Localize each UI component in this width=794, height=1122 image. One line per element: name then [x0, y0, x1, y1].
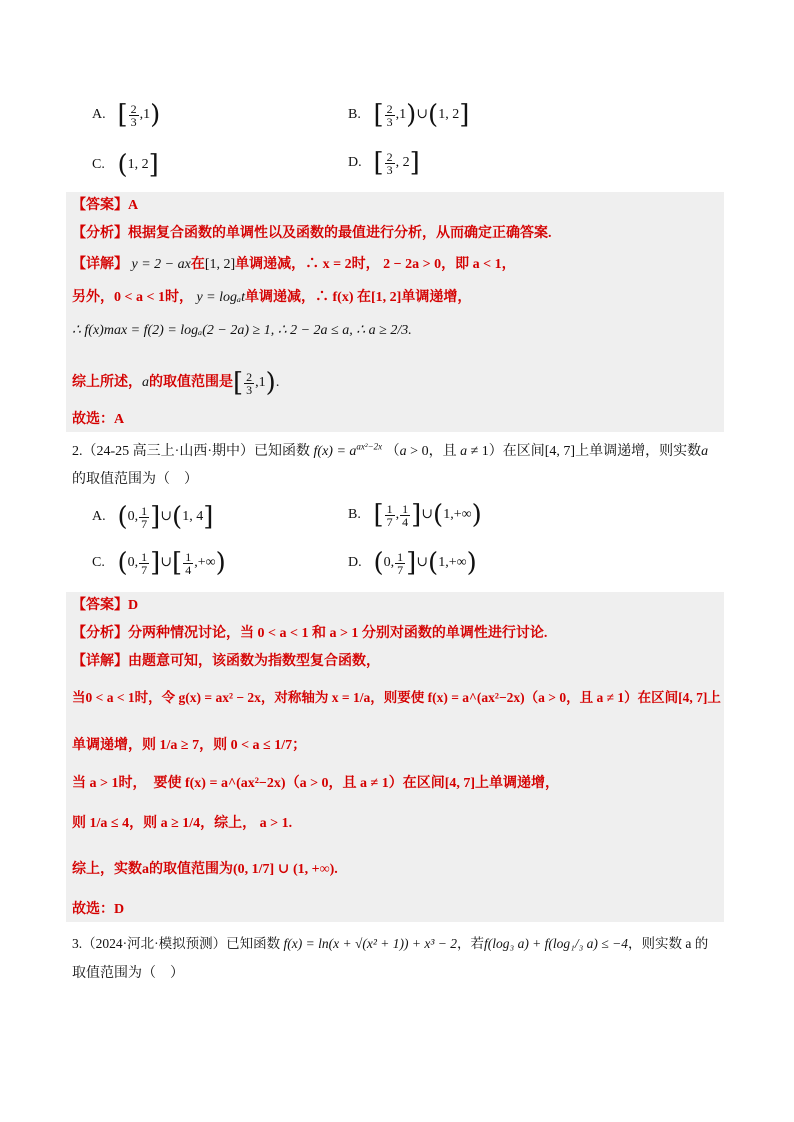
detail-text: 当0 < a < 1时，令 g(x) = ax² − 2x，对称轴为 x = 1/a，则要使 f(x) = a^(ax²−2x)（a > 0，且 a ≠ 1）在区间[4, 7]上: [72, 690, 721, 705]
option-math: [ $\frac{2}{3}$ ,1)∪(1, 2]: [373, 100, 470, 130]
q1-detail-line3: [72, 322, 412, 339]
q1-option-a[interactable]: [92, 100, 160, 130]
math-interval: [1, 2]: [204, 257, 236, 272]
option-label: A.: [92, 107, 106, 123]
option-label: D.: [348, 155, 362, 171]
option-math: [ $\frac{2}{3}$ ,1): [117, 100, 161, 130]
option-label: C.: [92, 555, 105, 571]
q1-analysis: [72, 222, 552, 242]
detail-text: 另外，0 < a < 1时，: [72, 290, 193, 305]
stem-text: 的取值范围为（ ）: [72, 472, 198, 487]
analysis-text: 分两种情况讨论，当 0 < a < 1 和 a > 1 分别对函数的单调性进行讨论.: [128, 626, 548, 641]
math-derivation: ∴ f(x)max = f(2) = logₐ(2 − 2a) ≥ 1, ∴ 2 − 2a ≤ a, ∴ a ≥ 2/3.: [72, 323, 412, 338]
stem-text: 取值范围为（ ）: [72, 966, 184, 981]
option-label: A.: [92, 509, 106, 525]
choose-text: 故选：D: [72, 902, 125, 917]
detail-text: 由题意可知，该函数为指数型复合函数，: [128, 654, 380, 669]
q2-stem-line2: [72, 468, 732, 488]
q3-stem-line2: [72, 962, 732, 982]
detail-text: 则 1/a ≤ 4，则 a ≥ 1/4，综上， a > 1.: [72, 816, 293, 831]
answer-tag: 【答案】: [72, 598, 128, 613]
q2-detail-line3: [72, 734, 306, 754]
q1-summary: [72, 368, 279, 398]
option-math: (0, $\frac{1}{7}$ ]∪[ $\frac{1}{4}$ ,+∞): [117, 548, 226, 578]
q2-option-d[interactable]: [348, 548, 477, 578]
stem-text: ，若: [457, 936, 484, 951]
summary-text: 的取值范围是: [149, 375, 233, 391]
option-label: B.: [348, 507, 361, 523]
q1-option-c[interactable]: [92, 150, 159, 180]
math-expression: y = logₐt: [196, 290, 246, 305]
q2-option-a[interactable]: [92, 502, 213, 532]
detail-text: 单调递减，∴ f(x) 在[1, 2]单调递增，: [245, 290, 472, 305]
stem-math: f(x) = ln(x + √(x² + 1)) + x³ − 2: [283, 936, 457, 951]
option-text: [0, 0, 1, 1]
detail-text: 在: [190, 257, 205, 272]
q2-stem-line1: [72, 440, 732, 460]
q2-detail-line5: [72, 812, 292, 832]
detail-text: 单调递增，则 1/a ≥ 7，则 0 < a ≤ 1/7；: [72, 738, 307, 753]
option-math: (1, 2]: [117, 150, 159, 180]
analysis-text: 根据复合函数的单调性以及函数的最值进行分析，从而确定正确答案.: [128, 226, 552, 241]
q2-analysis: [72, 622, 547, 642]
q2-detail-line1: [72, 650, 380, 670]
summary-text: 综上，实数a的取值范围为(0, 1/7] ∪ (1, +∞).: [72, 862, 338, 877]
option-math: (0, $\frac{1}{7}$ ]∪(1,+∞): [373, 548, 477, 578]
analysis-tag: 【分析】: [72, 626, 128, 641]
stem-math: f(log₃ a) + f(log₁/₃ a) ≤ −4: [484, 936, 628, 951]
stem-math: $f(x) = a^{ax^2-2x}$: [313, 441, 383, 459]
q2-choose: [72, 898, 124, 918]
answer-value: D: [128, 598, 139, 613]
math-expression: y = 2 − ax: [131, 257, 191, 272]
q2-summary: [72, 858, 338, 878]
detail-text: 单调递减，∴ x = 2时， 2 − 2a > 0，即 a < 1，: [235, 257, 516, 272]
analysis-tag: 【分析】: [72, 226, 128, 241]
stem-text: （a > 0，且 a ≠ 1）在区间[4, 7]上单调递增，则实数a: [385, 444, 709, 459]
q2-detail-line4: [72, 772, 559, 792]
option-label: B.: [348, 107, 361, 123]
stem-text: 2.（24-25 高三上·山西·期中）已知函数: [72, 444, 310, 459]
choose-text: 故选：A: [72, 412, 125, 427]
option-label: C.: [92, 157, 105, 173]
option-math: (0, $\frac{1}{7}$ ]∪(1, 4]: [117, 502, 214, 532]
answer-tag: 【答案】: [72, 198, 128, 213]
q1-detail-line2: [72, 286, 471, 306]
q1-detail-line1: [72, 253, 516, 273]
option-text-store: [0, 0, 1, 1]
option-label: D.: [348, 555, 362, 571]
stem-text: ，则实数 a 的: [627, 936, 709, 951]
q3-stem-line1: [72, 932, 732, 952]
q2-answer: [72, 594, 138, 614]
detail-tag: 【详解】: [72, 654, 128, 669]
q1-option-b[interactable]: [348, 100, 469, 130]
math-variable: a: [142, 375, 149, 391]
detail-tag: 【详解】: [72, 257, 128, 272]
option-math: [ $\frac{2}{3}$ , 2]: [373, 148, 420, 178]
detail-text: 当 a > 1时， 要使 f(x) = a^(ax²−2x)（a > 0，且 a ≠ 1）在区间[4, 7]上单调递增，: [72, 776, 560, 791]
stem-text: 3.（2024·河北·模拟预测）已知函数: [72, 936, 281, 951]
option-math: [ $\frac{1}{7}$ , $\frac{1}{4}$ ]∪(1,+∞): [373, 500, 482, 530]
summary-math: [ $\frac{2}{3}$ ,1).: [233, 368, 280, 398]
q2-option-c[interactable]: [92, 548, 226, 578]
q1-option-d[interactable]: [348, 148, 420, 178]
answer-value: A: [128, 198, 139, 213]
q1-answer: [72, 194, 138, 214]
q2-detail-line2: [72, 686, 721, 706]
q1-choose: [72, 408, 124, 428]
q2-option-b[interactable]: [348, 500, 482, 530]
summary-text: 综上所述，: [72, 375, 142, 391]
